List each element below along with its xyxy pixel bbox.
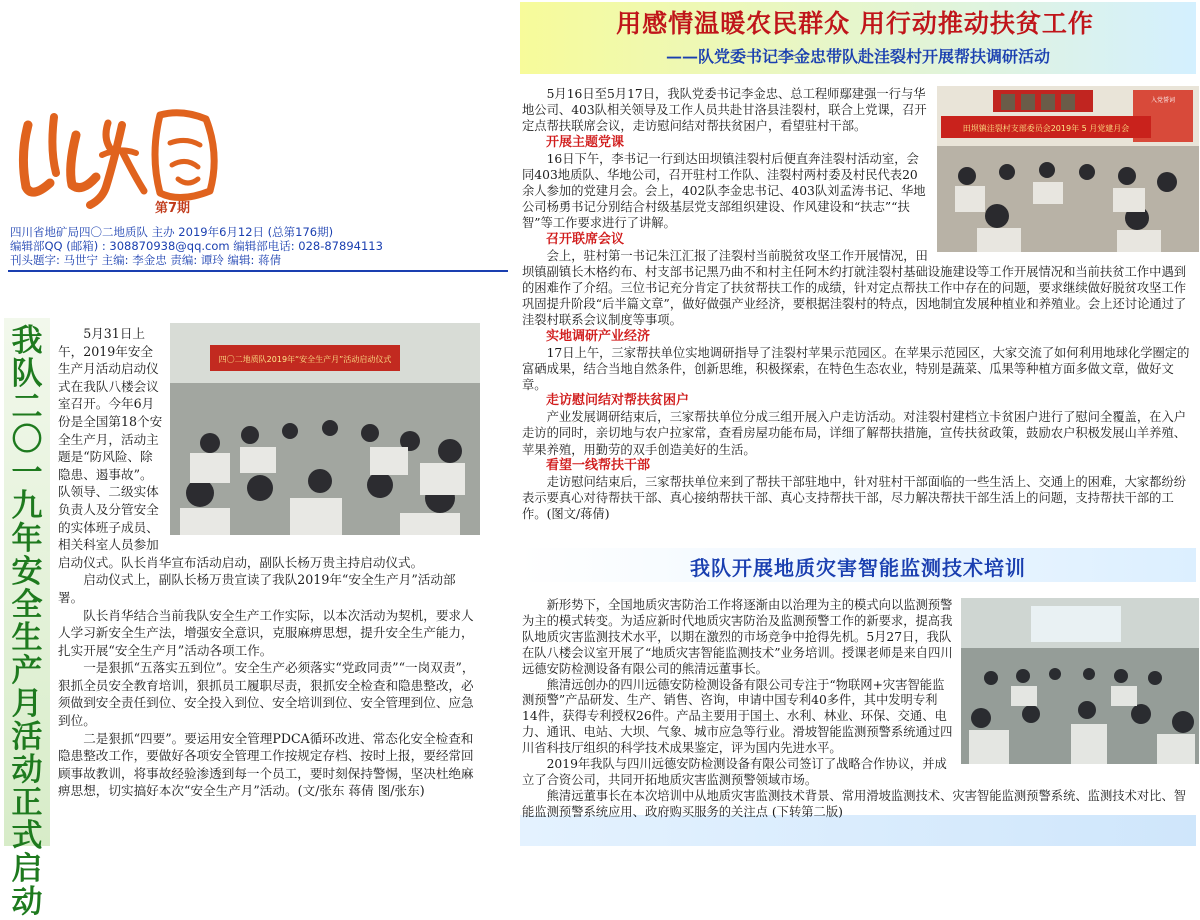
village-meeting-photo	[937, 86, 1199, 252]
editors-line: 刊头题字: 马世宁 主编: 李金忠 责编: 谭玲 编辑: 蒋倩	[10, 253, 282, 267]
publisher-line: 四川省地矿局四〇二地质队 主办 2019年6月12日 (总第176期)	[10, 225, 334, 239]
photo-banner-text: 四〇二地质队2019年“安全生产月”活动启动仪式	[218, 355, 392, 364]
section-title: 走访慰问结对帮扶贫困户	[546, 393, 690, 409]
article1-body	[522, 86, 1197, 522]
section-title: 开展主题党课	[546, 134, 625, 150]
section-title: 看望一线帮扶干部	[546, 457, 651, 473]
article2-paragraph: 熊清远创办的四川远德安防检测设备有限公司专注于“物联网+灾害智能监测预警”产品研发、生产、销售、咨询，申请中国专利40多件，其中发明专利14件，获得专利授权26件。产品主要用于国土、水利、林业、环保、交通、电力、通讯、电站、大坝、气象、城市应急等行业。滑坡智能监测预警系统通过四川省科技厅组织的科学技术成果鉴定，评为国内先进水平。	[522, 677, 953, 756]
article2-paragraph: 2019年我队与四川远德安防检测设备有限公司签订了战略合作协议，并成立了合资公司，共同开拓地质灾害监测预警领域市场。	[522, 757, 947, 787]
left-article-title: 我队二〇一九年安全生产月活动正式启动	[11, 323, 43, 920]
safety-meeting-photo	[170, 323, 480, 535]
section-title: 召开联席会议	[546, 231, 625, 247]
section-text: 会上，驻村第一书记朱江汇报了洼裂村当前脱贫攻坚工作开展情况，田坝镇副镇长木格约布、村支部书记黑乃曲不和村主任阿木约打就洼裂村基础设施建设等工作开展情况和当前扶贫工作中遇到的困难作了介绍。三位书记充分肯定了扶贫帮扶工作的成绩，针对定点帮扶工作中存在的问题，要求继续做好脱贫攻坚工作巩固提升阶段“后半篇文章”，做好做强产业经济，要根据洼裂村的特点，因地制宜发展种植业和养殖业。会上还讨论通过了洼裂村联系会议制度等事项。	[522, 248, 1187, 328]
section-text: 走访慰问结束后，三家帮扶单位来到了帮扶干部驻地中，针对驻村干部面临的一些生活上、交通上的困难，大家都纷纷表示要真心对待帮扶干部、真心接纳帮扶干部、真心支持帮扶干部，尽力解决帮扶干部生活上的问题，支持帮扶干部的工作。(图文/蒋倩)	[522, 474, 1187, 522]
section-title: 实地调研产业经济	[546, 328, 651, 344]
left-paragraph: 二是狠抓“四要”。要运用安全管理PDCA循环改进、常态化安全检查和隐患整改工作，要做好各项安全管理工作按规定存档、按时上报，要经常回顾事故教训，将事故经验渗透到每一个员工，要时刻保持警惕，坚决杜绝麻痹思想，切实搞好本次“安全生产月”活动。(文/张东 蒋倩 图/张东)	[58, 730, 474, 799]
article1-headline: 用感情温暖农民群众 用行动推动扶贫工作	[616, 9, 1094, 38]
section-text: 17日上午，三家帮扶单位实地调研指导了洼裂村苹果示范园区。在苹果示范园区，大家交流了如何利用地球化学圈定的富硒成果，结合当地自然条件，创新思维，积极探索，在特色生态农业，特别是蔬菜、瓜果等种植方面多做文章，做好文章。	[522, 345, 1190, 393]
left-paragraph: 启动仪式上，副队长杨万贵宣读了我队2019年“安全生产月”活动部署。	[58, 572, 456, 605]
left-paragraph: 5月31日上午，2019年安全生产月活动启动仪式在我队八楼会议室召开。今年6月份是全国第18个安全生产月，活动主题是“防风险、除隐患、遏事故”。队领导、二级实体负责人及分管安全的实体班子成员、相关科室人员参加启动仪式。队长肖华宣布活动启动，副队长杨万贵主持启动仪式。	[58, 326, 424, 570]
issue-number: 第7期	[155, 201, 191, 216]
article2-paragraph: 新形势下，全国地质灾害防治工作将逐渐由以治理为主的模式向以监测预警为主的模式转变。为适应新时代地质灾害防治及监测预警工作的新要求，提高我队地质灾害监测技术水平，以期在激烈的市场竞争中抢得先机。5月27日，我队在队八楼会议室开展了“地质灾害智能监测技术”业务培训。授课老师是来自四川远德安防检测设备有限公司的熊清远董事长。	[522, 598, 953, 676]
left-paragraph: 一是狠抓“五落实五到位”。安全生产必须落实“党政同责”“一岗双责”，狠抓全员安全教育培训，狠抓员工履职尽责，狠抓安全检查和隐患整改，必须做到安全责任到位、安全投入到位、安全培训到位、安全管理到位、应急到位。	[58, 660, 475, 729]
masthead-calligraphy-logo	[10, 95, 230, 225]
section-text: 16日下午，李书记一行到达田坝镇洼裂村后便直奔洼裂村活动室，会同403地质队、华地公司，召开驻村工作队、洼裂村两村委及村民代表20余人参加的党建月会。会上，402队李金忠书记、403队刘孟涛书记、华地公司杨勇书记分别结合村级基层党支部组织建设、作风建设和“扶志”“扶智”等工作要求进行了讲解。	[522, 151, 926, 231]
section-text: 产业发展调研结束后，三家帮扶单位分成三组开展入户走访活动。对洼裂村建档立卡贫困户进行了慰问全覆盖，在入户走访的同时，亲切地与农户拉家常，查看房屋功能布局，详细了解帮扶措施，宣传扶贫政策，鼓励农户积极发展山羊养殖、苹果养殖，用勤劳的双手创造美好的生活。	[522, 410, 1187, 457]
training-session-photo	[961, 598, 1199, 764]
masthead-divider	[8, 270, 508, 272]
article1-subheadline: ——队党委书记李金忠带队赴洼裂村开展帮扶调研活动	[665, 47, 1050, 66]
contact-line: 编辑部QQ (邮箱) : 308870938@qq.com 编辑部电话: 028-87894113	[10, 239, 383, 253]
left-paragraph: 队长肖华结合当前我队安全生产工作实际，以本次活动为契机，要求人人学习新安全生产法，增强安全意识，克服麻痹思想，提升安全生产能力，扎实开展“安全生产月”活动各项工作。	[58, 607, 474, 658]
article2-paragraph: 熊清远董事长在本次培训中从地质灾害监测技术背景、常用滑坡监测技术、灾害智能监测预警系统、监测技术对比、智能监测预警系统应用、政府购买服务的关注点 (下转第二版)	[522, 788, 1187, 819]
article2-body	[522, 598, 1197, 821]
left-article-body	[58, 325, 478, 800]
article2-headline: 我队开展地质灾害智能监测技术培训	[690, 556, 1026, 580]
photo-banner-text: 田坝镇洼裂村支部委员会2019年 5 月党建月会	[962, 124, 1130, 133]
masthead-info	[10, 225, 505, 267]
article1-intro: 5月16日至5月17日，我队党委书记李金忠、总工程师鄢建强一行与华地公司、403队相关领导及工作人员共赴甘洛县洼裂村，联合上党课，召开定点帮扶联席会议，走访慰问结对帮扶贫困户，看望驻村干部。	[522, 87, 927, 134]
photo-sign-text: 入党誓词	[1150, 97, 1176, 104]
